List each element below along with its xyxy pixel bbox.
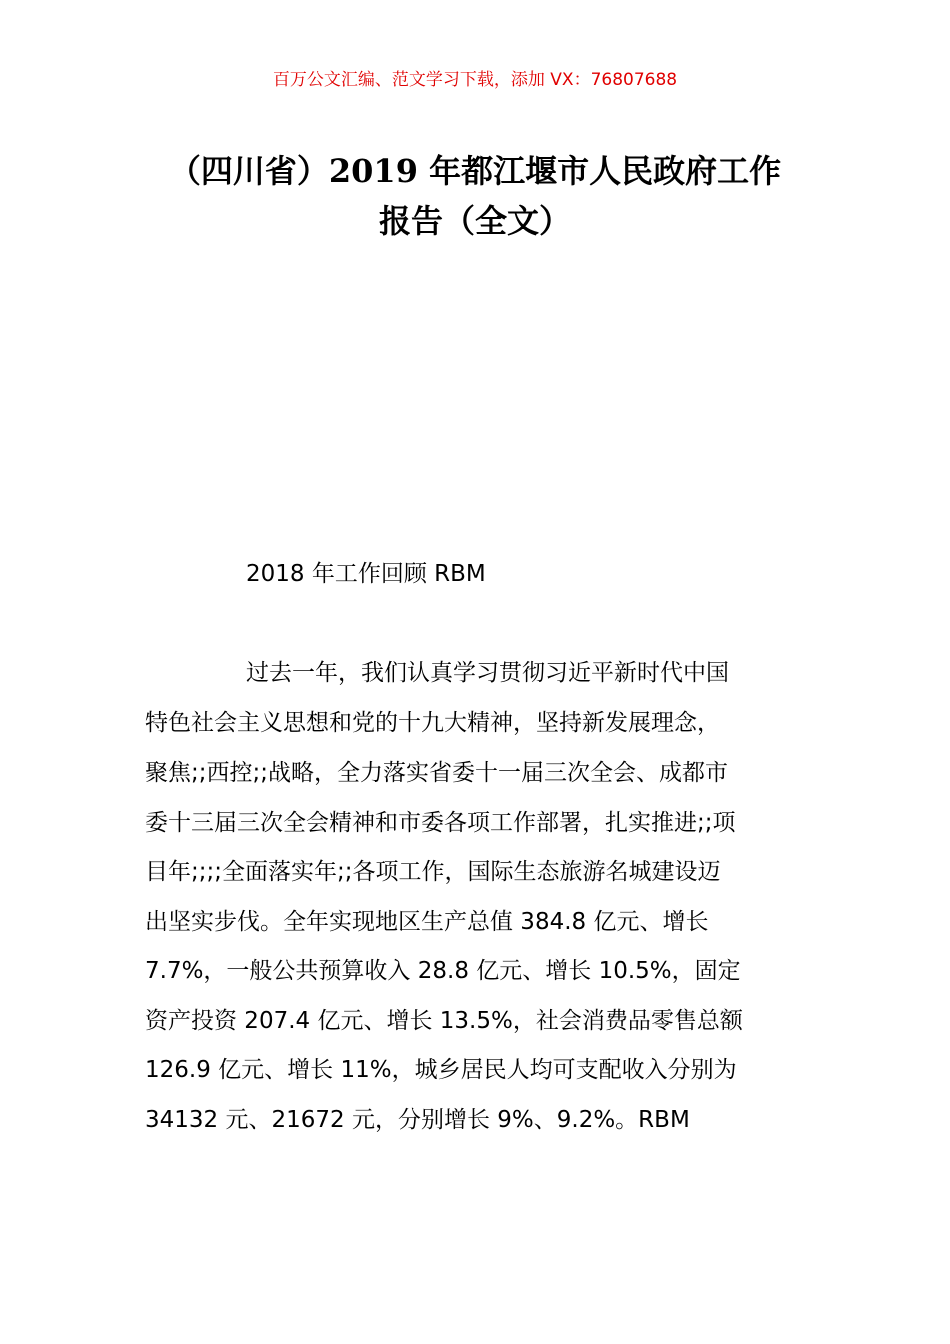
paragraph-line: 34132 元、21672 元，分别增长 9%、9.2%。RBM: [145, 1107, 690, 1133]
paragraph-line: 7.7%，一般公共预算收入 28.8 亿元、增长 10.5%，固定: [145, 958, 741, 984]
paragraph-line: 出坚实步伐。全年实现地区生产总值 384.8 亿元、增长: [145, 909, 709, 935]
paragraph-line: 目年;;;;全面落实年;;各项工作，国际生态旅游名城建设迈: [145, 859, 721, 885]
paragraph-line: 126.9 亿元、增长 11%，城乡居民人均可支配收入分别为: [145, 1057, 737, 1083]
paragraph-line: 委十三届三次全会精神和市委各项工作部署，扎实推进;;项: [145, 810, 736, 836]
paragraph-line: 资产投资 207.4 亿元、增长 13.5%，社会消费品零售总额: [145, 1008, 743, 1034]
paragraph-line: 过去一年，我们认真学习贯彻习近平新时代中国: [246, 660, 729, 686]
header-notice: 百万公文汇编、范文学习下载，添加 VX：76807688: [272, 70, 678, 90]
document-title-line-1: （四川省）2019 年都江堰市人民政府工作: [168, 152, 782, 190]
section-heading: 2018 年工作回顾 RBM: [246, 561, 486, 587]
document-title-line-2: 报告（全文）: [378, 202, 571, 240]
paragraph-line: 特色社会主义思想和党的十九大精神，坚持新发展理念，: [145, 710, 720, 736]
paragraph-line: 聚焦;;西控;;战略，全力落实省委十一届三次全会、成都市: [145, 760, 728, 786]
